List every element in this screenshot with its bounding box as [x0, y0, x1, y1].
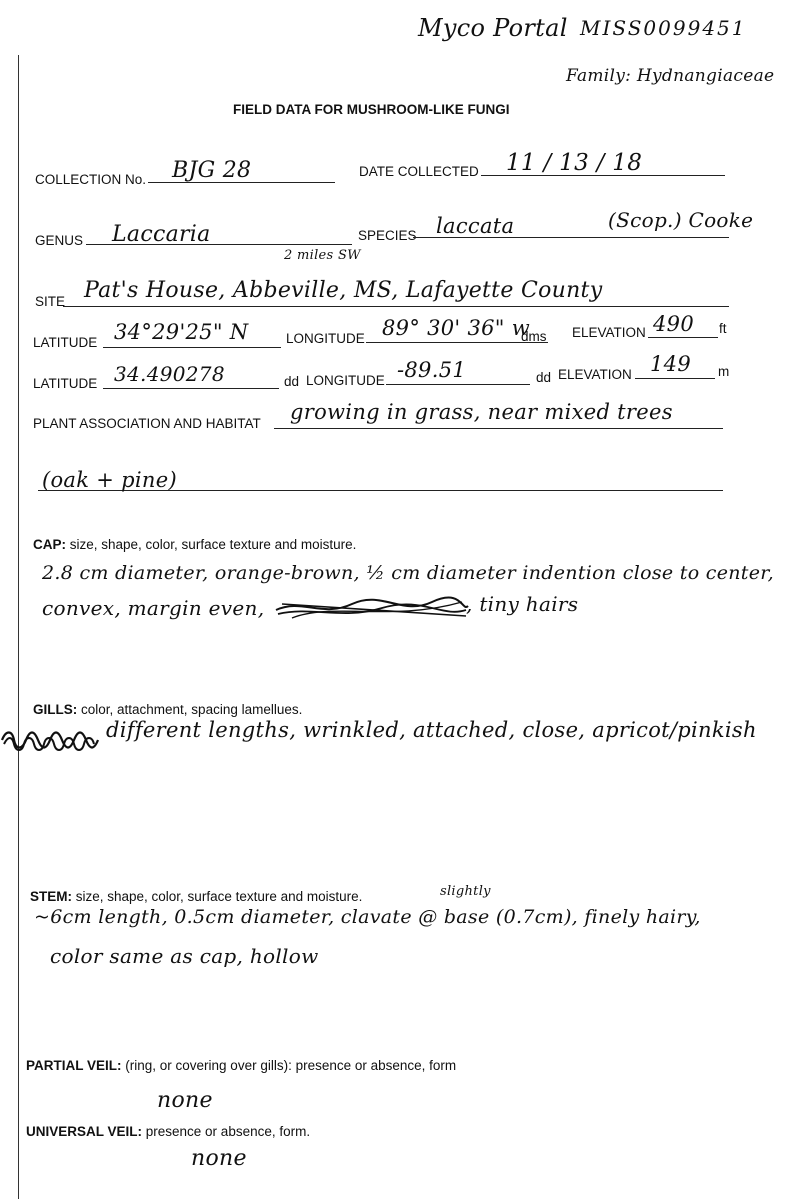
- partial-veil-label: PARTIAL VEIL: (ring, or covering over gills): presence or absence, form: [26, 1058, 457, 1073]
- site-line: [63, 306, 729, 307]
- elev-ft-line: [648, 337, 718, 338]
- elev-ft-label: ELEVATION: [572, 325, 646, 340]
- elev-m-line: [635, 378, 715, 379]
- gills-strikeout-scribble: [0, 726, 104, 754]
- habitat-value-2: (oak + pine): [42, 468, 177, 492]
- lat-dms-line: [103, 347, 281, 348]
- lat-dd-label: LATITUDE: [33, 376, 98, 391]
- species-authority: (Scop.) Cooke: [608, 208, 754, 232]
- date-collected-value: 11 / 13 / 18: [506, 150, 643, 176]
- cap-strikeout-scribble: [272, 592, 470, 624]
- collection-no-value: BJG 28: [172, 158, 252, 183]
- lat-dd-line: [103, 388, 279, 389]
- habitat-label: PLANT ASSOCIATION AND HABITAT: [33, 416, 261, 431]
- cap-label: CAP: size, shape, color, surface texture and moisture.: [33, 537, 357, 552]
- lat-dd-value: 34.490278: [114, 362, 225, 386]
- gills-text-line-1: different lengths, wrinkled, attached, close, apricot/pinkish: [106, 718, 757, 742]
- elev-ft-unit: ft: [719, 321, 727, 336]
- habitat-line: [274, 428, 723, 429]
- lon-dms-unit: dms: [521, 329, 547, 344]
- site-label: SITE: [35, 294, 66, 309]
- universal-veil-value: none: [191, 1146, 247, 1171]
- lon-dd-label: LONGITUDE: [306, 373, 385, 388]
- species-label: SPECIES: [358, 228, 417, 243]
- site-value: Pat's House, Abbeville, MS, Lafayette County: [84, 278, 603, 303]
- stem-text-line-2: color same as cap, hollow: [50, 944, 319, 968]
- lon-dms-value: 89° 30' 36" w: [382, 316, 530, 340]
- family-note: Family: Hydnangiaceae: [566, 66, 775, 86]
- elev-m-label: ELEVATION: [558, 367, 632, 382]
- cap-text-line-1: 2.8 cm diameter, orange-brown, ½ cm diameter indention close to center,: [42, 562, 774, 584]
- genus-value: Laccaria: [112, 222, 211, 247]
- lon-dd-unit: dd: [536, 370, 552, 385]
- cap-text-line-2a: convex, margin even,: [42, 596, 265, 620]
- lat-dms-label: LATITUDE: [33, 335, 98, 350]
- site-note: 2 miles SW: [284, 248, 361, 263]
- gills-label: GILLS: color, attachment, spacing lamellues.: [33, 702, 303, 717]
- form-title: FIELD DATA FOR MUSHROOM-LIKE FUNGI: [233, 102, 510, 117]
- lon-dms-label: LONGITUDE: [286, 331, 365, 346]
- habitat-value: growing in grass, near mixed trees: [290, 400, 673, 424]
- stem-text-line-1: ~6cm length, 0.5cm diameter, clavate @ base (0.7cm), finely hairy,: [34, 906, 701, 928]
- stem-label: STEM: size, shape, color, surface texture and moisture.: [30, 889, 363, 904]
- lon-dd-value: -89.51: [397, 358, 467, 382]
- elev-m-value: 149: [650, 352, 691, 376]
- portal-label: Myco Portal: [418, 14, 568, 42]
- lat-dms-value: 34°29'25" N: [114, 320, 249, 344]
- genus-label: GENUS: [35, 233, 84, 248]
- species-value: laccata: [436, 214, 515, 238]
- lon-dd-line: [386, 384, 530, 385]
- elev-m-unit: m: [718, 364, 730, 379]
- date-collected-label: DATE COLLECTED: [359, 164, 479, 179]
- page-left-border: [18, 55, 19, 1199]
- universal-veil-label: UNIVERSAL VEIL: presence or absence, form.: [26, 1124, 311, 1139]
- collection-no-label: COLLECTION No.: [35, 172, 147, 187]
- elev-ft-value: 490: [653, 312, 694, 336]
- lat-dd-unit: dd: [284, 374, 300, 389]
- catalog-number: MISS0099451: [580, 16, 747, 40]
- partial-veil-value: none: [157, 1088, 213, 1113]
- cap-text-line-2b: , tiny hairs: [466, 592, 579, 616]
- stem-insert-word: slightly: [440, 884, 491, 899]
